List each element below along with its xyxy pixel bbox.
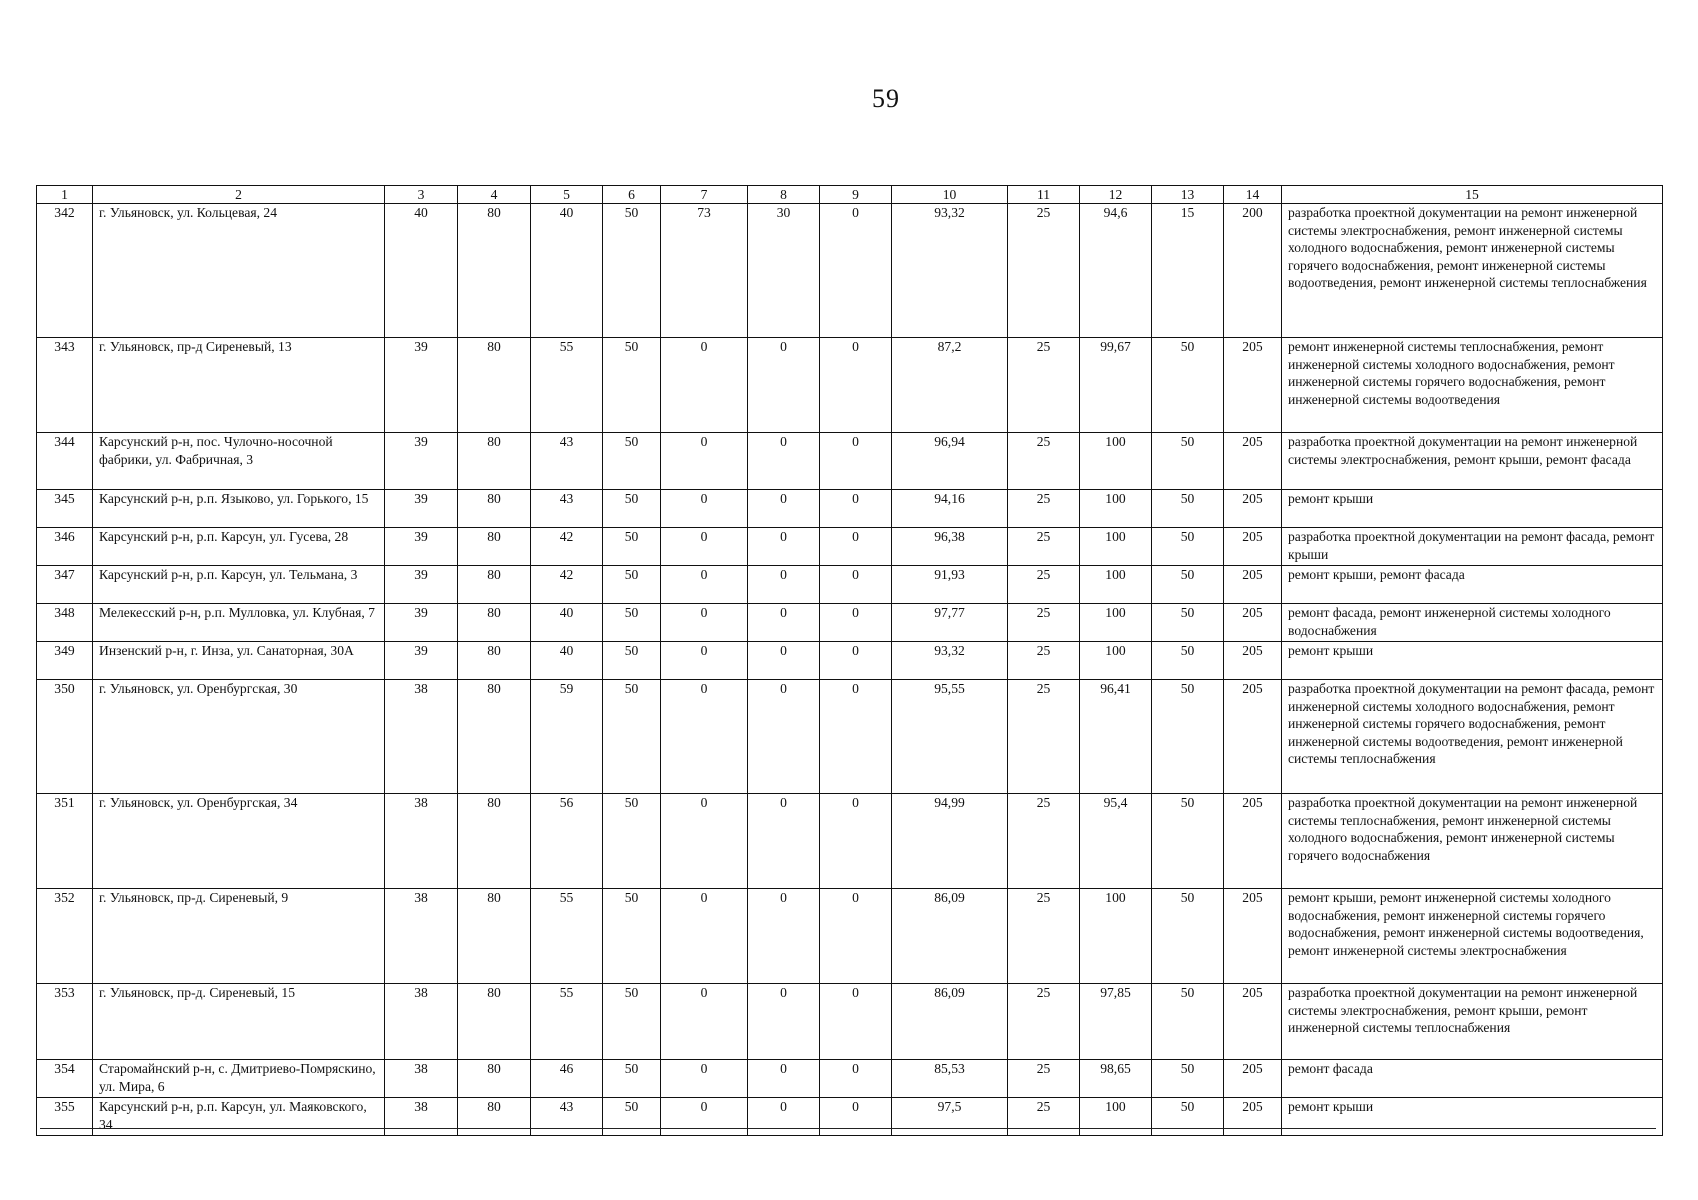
cell-value-14: 205: [1224, 984, 1282, 1060]
cell-value-7: 0: [661, 604, 748, 642]
cell-value-7: 0: [661, 1060, 748, 1098]
cell-value-9: 0: [820, 642, 892, 680]
cell-value-8: 0: [748, 1060, 820, 1098]
column-header-4: 4: [458, 186, 531, 204]
column-header-1: 1: [37, 186, 93, 204]
cell-value-5: 55: [531, 984, 603, 1060]
bottom-rule: [40, 1128, 1656, 1129]
cell-value-3: 39: [385, 642, 458, 680]
cell-value-6: 50: [603, 889, 661, 984]
cell-value-5: 42: [531, 566, 603, 604]
cell-value-4: 80: [458, 204, 531, 338]
cell-value-13: 50: [1152, 794, 1224, 889]
cell-value-5: 43: [531, 433, 603, 490]
cell-value-10: 91,93: [892, 566, 1008, 604]
cell-row-number: 354: [37, 1060, 93, 1098]
cell-value-12: 100: [1080, 490, 1152, 528]
cell-address: Карсунский р-н, р.п. Карсун, ул. Маяковского, 34: [93, 1098, 385, 1136]
cell-value-7: 0: [661, 338, 748, 433]
cell-value-7: 0: [661, 642, 748, 680]
column-header-6: 6: [603, 186, 661, 204]
repair-registry-table: [36, 185, 1663, 1136]
cell-work-types: ремонт фасада, ремонт инженерной системы холодного водоснабжения: [1282, 604, 1663, 642]
table-row: [37, 566, 1663, 604]
cell-address: Старомайнский р-н, с. Дмитриево-Помряскино, ул. Мира, 6: [93, 1060, 385, 1098]
cell-row-number: 344: [37, 433, 93, 490]
table-row: [37, 794, 1663, 889]
cell-value-4: 80: [458, 680, 531, 794]
cell-value-11: 25: [1008, 204, 1080, 338]
cell-value-5: 55: [531, 889, 603, 984]
table-row: [37, 604, 1663, 642]
cell-value-3: 39: [385, 566, 458, 604]
cell-value-8: 0: [748, 604, 820, 642]
cell-value-6: 50: [603, 338, 661, 433]
cell-row-number: 348: [37, 604, 93, 642]
cell-value-4: 80: [458, 889, 531, 984]
cell-value-4: 80: [458, 794, 531, 889]
cell-value-11: 25: [1008, 984, 1080, 1060]
cell-value-8: 30: [748, 204, 820, 338]
cell-value-14: 205: [1224, 566, 1282, 604]
cell-value-9: 0: [820, 566, 892, 604]
cell-value-4: 80: [458, 433, 531, 490]
column-header-13: 13: [1152, 186, 1224, 204]
cell-value-14: 205: [1224, 604, 1282, 642]
cell-work-types: ремонт инженерной системы теплоснабжения, ремонт инженерной системы холодного водоснабжения, ремонт инженерной системы горячего водоснабжения, ремонт инженерной системы водоотведения: [1282, 338, 1663, 433]
cell-value-10: 93,32: [892, 204, 1008, 338]
cell-value-5: 59: [531, 680, 603, 794]
cell-address: г. Ульяновск, ул. Кольцевая, 24: [93, 204, 385, 338]
cell-value-10: 94,16: [892, 490, 1008, 528]
cell-value-7: 0: [661, 680, 748, 794]
cell-value-11: 25: [1008, 889, 1080, 984]
cell-value-8: 0: [748, 794, 820, 889]
cell-value-13: 50: [1152, 338, 1224, 433]
cell-value-14: 205: [1224, 528, 1282, 566]
cell-value-9: 0: [820, 889, 892, 984]
cell-value-11: 25: [1008, 490, 1080, 528]
header-row: [37, 186, 1663, 204]
cell-value-13: 50: [1152, 566, 1224, 604]
cell-value-14: 205: [1224, 642, 1282, 680]
table-body: [37, 204, 1663, 1136]
cell-value-7: 0: [661, 433, 748, 490]
cell-value-10: 96,38: [892, 528, 1008, 566]
cell-address: Инзенский р-н, г. Инза, ул. Санаторная, 30А: [93, 642, 385, 680]
column-header-15: 15: [1282, 186, 1663, 204]
cell-value-9: 0: [820, 338, 892, 433]
cell-value-12: 100: [1080, 889, 1152, 984]
cell-value-9: 0: [820, 433, 892, 490]
cell-value-11: 25: [1008, 1060, 1080, 1098]
cell-value-10: 97,77: [892, 604, 1008, 642]
cell-value-12: 97,85: [1080, 984, 1152, 1060]
column-header-5: 5: [531, 186, 603, 204]
cell-row-number: 350: [37, 680, 93, 794]
cell-value-9: 0: [820, 794, 892, 889]
cell-value-6: 50: [603, 794, 661, 889]
cell-value-5: 46: [531, 1060, 603, 1098]
column-number-header: [37, 186, 1663, 204]
cell-work-types: разработка проектной документации на ремонт инженерной системы электроснабжения, ремонт крыши, ремонт фасада: [1282, 433, 1663, 490]
cell-value-12: 99,67: [1080, 338, 1152, 433]
cell-value-12: 95,4: [1080, 794, 1152, 889]
cell-value-4: 80: [458, 604, 531, 642]
cell-row-number: 351: [37, 794, 93, 889]
cell-value-8: 0: [748, 1098, 820, 1136]
cell-value-14: 205: [1224, 794, 1282, 889]
cell-value-7: 0: [661, 1098, 748, 1136]
cell-value-11: 25: [1008, 528, 1080, 566]
cell-work-types: ремонт фасада: [1282, 1060, 1663, 1098]
cell-value-10: 86,09: [892, 984, 1008, 1060]
cell-value-13: 50: [1152, 889, 1224, 984]
cell-value-5: 43: [531, 1098, 603, 1136]
table-row: [37, 1098, 1663, 1136]
cell-value-3: 39: [385, 433, 458, 490]
cell-work-types: ремонт крыши, ремонт фасада: [1282, 566, 1663, 604]
cell-value-14: 205: [1224, 490, 1282, 528]
cell-value-11: 25: [1008, 794, 1080, 889]
cell-value-6: 50: [603, 1098, 661, 1136]
cell-value-8: 0: [748, 984, 820, 1060]
cell-value-12: 94,6: [1080, 204, 1152, 338]
cell-value-6: 50: [603, 528, 661, 566]
cell-value-6: 50: [603, 604, 661, 642]
cell-value-3: 38: [385, 1098, 458, 1136]
cell-value-6: 50: [603, 1060, 661, 1098]
cell-value-14: 205: [1224, 1098, 1282, 1136]
cell-value-12: 96,41: [1080, 680, 1152, 794]
cell-value-14: 200: [1224, 204, 1282, 338]
cell-value-3: 38: [385, 1060, 458, 1098]
cell-value-12: 100: [1080, 604, 1152, 642]
cell-value-7: 0: [661, 889, 748, 984]
cell-value-10: 95,55: [892, 680, 1008, 794]
cell-value-12: 100: [1080, 642, 1152, 680]
cell-value-12: 98,65: [1080, 1060, 1152, 1098]
cell-value-7: 0: [661, 794, 748, 889]
cell-value-6: 50: [603, 566, 661, 604]
cell-value-8: 0: [748, 642, 820, 680]
column-header-12: 12: [1080, 186, 1152, 204]
cell-value-5: 40: [531, 204, 603, 338]
cell-work-types: разработка проектной документации на ремонт инженерной системы электроснабжения, ремонт крыши, ремонт инженерной системы теплоснабжения: [1282, 984, 1663, 1060]
table-row: [37, 889, 1663, 984]
cell-value-9: 0: [820, 1098, 892, 1136]
cell-row-number: 347: [37, 566, 93, 604]
column-header-2: 2: [93, 186, 385, 204]
column-header-7: 7: [661, 186, 748, 204]
cell-work-types: ремонт крыши: [1282, 642, 1663, 680]
cell-value-12: 100: [1080, 433, 1152, 490]
cell-value-4: 80: [458, 338, 531, 433]
cell-address: Мелекесский р-н, р.п. Мулловка, ул. Клубная, 7: [93, 604, 385, 642]
cell-value-13: 50: [1152, 433, 1224, 490]
cell-address: Карсунский р-н, р.п. Карсун, ул. Гусева, 28: [93, 528, 385, 566]
cell-value-4: 80: [458, 1098, 531, 1136]
cell-value-12: 100: [1080, 528, 1152, 566]
cell-value-8: 0: [748, 338, 820, 433]
cell-address: Карсунский р-н, р.п. Карсун, ул. Тельмана, 3: [93, 566, 385, 604]
cell-value-8: 0: [748, 680, 820, 794]
cell-value-10: 87,2: [892, 338, 1008, 433]
cell-row-number: 342: [37, 204, 93, 338]
cell-address: г. Ульяновск, пр-д. Сиреневый, 15: [93, 984, 385, 1060]
table-row: [37, 433, 1663, 490]
table-row: [37, 680, 1663, 794]
cell-value-14: 205: [1224, 338, 1282, 433]
cell-address: г. Ульяновск, ул. Оренбургская, 34: [93, 794, 385, 889]
cell-value-11: 25: [1008, 642, 1080, 680]
cell-value-14: 205: [1224, 1060, 1282, 1098]
cell-work-types: ремонт крыши: [1282, 490, 1663, 528]
cell-value-3: 40: [385, 204, 458, 338]
cell-row-number: 345: [37, 490, 93, 528]
cell-value-4: 80: [458, 566, 531, 604]
cell-value-3: 38: [385, 984, 458, 1060]
cell-value-13: 50: [1152, 1060, 1224, 1098]
table-row: [37, 528, 1663, 566]
cell-value-6: 50: [603, 490, 661, 528]
cell-address: Карсунский р-н, р.п. Языково, ул. Горького, 15: [93, 490, 385, 528]
cell-value-3: 38: [385, 794, 458, 889]
cell-value-9: 0: [820, 984, 892, 1060]
cell-value-5: 56: [531, 794, 603, 889]
cell-value-13: 50: [1152, 604, 1224, 642]
cell-value-3: 39: [385, 338, 458, 433]
cell-value-11: 25: [1008, 1098, 1080, 1136]
cell-row-number: 346: [37, 528, 93, 566]
cell-value-14: 205: [1224, 680, 1282, 794]
column-header-3: 3: [385, 186, 458, 204]
cell-row-number: 343: [37, 338, 93, 433]
cell-value-4: 80: [458, 642, 531, 680]
cell-work-types: разработка проектной документации на ремонт инженерной системы теплоснабжения, ремонт инженерной системы холодного водоснабжения, ремонт инженерной системы горячего водоснабжения: [1282, 794, 1663, 889]
column-header-8: 8: [748, 186, 820, 204]
cell-value-11: 25: [1008, 338, 1080, 433]
cell-address: Карсунский р-н, пос. Чулочно-носочной фабрики, ул. Фабричная, 3: [93, 433, 385, 490]
cell-value-6: 50: [603, 680, 661, 794]
cell-address: г. Ульяновск, пр-д. Сиреневый, 9: [93, 889, 385, 984]
cell-value-9: 0: [820, 528, 892, 566]
column-header-9: 9: [820, 186, 892, 204]
cell-value-9: 0: [820, 204, 892, 338]
cell-value-10: 85,53: [892, 1060, 1008, 1098]
cell-value-8: 0: [748, 889, 820, 984]
cell-value-9: 0: [820, 604, 892, 642]
cell-value-10: 93,32: [892, 642, 1008, 680]
column-header-10: 10: [892, 186, 1008, 204]
cell-value-6: 50: [603, 204, 661, 338]
cell-work-types: ремонт крыши: [1282, 1098, 1663, 1136]
cell-value-11: 25: [1008, 680, 1080, 794]
cell-value-7: 0: [661, 490, 748, 528]
table-row: [37, 984, 1663, 1060]
cell-row-number: 353: [37, 984, 93, 1060]
cell-value-8: 0: [748, 528, 820, 566]
cell-value-9: 0: [820, 1060, 892, 1098]
cell-value-3: 38: [385, 680, 458, 794]
cell-value-10: 96,94: [892, 433, 1008, 490]
cell-value-4: 80: [458, 528, 531, 566]
cell-value-12: 100: [1080, 1098, 1152, 1136]
cell-address: г. Ульяновск, ул. Оренбургская, 30: [93, 680, 385, 794]
table-row: [37, 338, 1663, 433]
cell-value-5: 43: [531, 490, 603, 528]
cell-value-5: 40: [531, 604, 603, 642]
column-header-11: 11: [1008, 186, 1080, 204]
cell-value-13: 50: [1152, 528, 1224, 566]
cell-value-10: 86,09: [892, 889, 1008, 984]
cell-row-number: 352: [37, 889, 93, 984]
cell-value-12: 100: [1080, 566, 1152, 604]
cell-value-7: 73: [661, 204, 748, 338]
cell-value-6: 50: [603, 433, 661, 490]
cell-work-types: разработка проектной документации на ремонт инженерной системы электроснабжения, ремонт инженерной системы холодного водоснабжения, ремонт инженерной системы горячего водоснабжения, ремонт инженерной системы водоотведения, ремонт инженерной системы теплоснабжения: [1282, 204, 1663, 338]
cell-value-11: 25: [1008, 566, 1080, 604]
cell-value-3: 38: [385, 889, 458, 984]
cell-value-3: 39: [385, 490, 458, 528]
cell-value-8: 0: [748, 433, 820, 490]
table-row: [37, 490, 1663, 528]
cell-value-8: 0: [748, 566, 820, 604]
cell-value-6: 50: [603, 984, 661, 1060]
table-row: [37, 1060, 1663, 1098]
cell-value-6: 50: [603, 642, 661, 680]
page-number: 59: [872, 84, 900, 113]
cell-value-9: 0: [820, 490, 892, 528]
cell-value-13: 50: [1152, 1098, 1224, 1136]
cell-value-13: 50: [1152, 984, 1224, 1060]
cell-work-types: разработка проектной документации на ремонт фасада, ремонт инженерной системы холодного водоснабжения, ремонт инженерной системы горячего водоснабжения, ремонт инженерной системы водоотведения, ремонт инженерной системы теплоснабжения: [1282, 680, 1663, 794]
cell-value-13: 50: [1152, 642, 1224, 680]
cell-value-10: 97,5: [892, 1098, 1008, 1136]
table-row: [37, 204, 1663, 338]
cell-value-7: 0: [661, 566, 748, 604]
cell-value-5: 55: [531, 338, 603, 433]
cell-value-9: 0: [820, 680, 892, 794]
cell-value-3: 39: [385, 528, 458, 566]
cell-value-7: 0: [661, 984, 748, 1060]
column-header-14: 14: [1224, 186, 1282, 204]
cell-row-number: 349: [37, 642, 93, 680]
cell-work-types: разработка проектной документации на ремонт фасада, ремонт крыши: [1282, 528, 1663, 566]
cell-value-4: 80: [458, 1060, 531, 1098]
cell-value-4: 80: [458, 490, 531, 528]
cell-value-11: 25: [1008, 433, 1080, 490]
table-row: [37, 642, 1663, 680]
cell-value-14: 205: [1224, 433, 1282, 490]
cell-value-13: 50: [1152, 490, 1224, 528]
cell-row-number: 355: [37, 1098, 93, 1136]
cell-value-10: 94,99: [892, 794, 1008, 889]
cell-value-5: 40: [531, 642, 603, 680]
cell-value-8: 0: [748, 490, 820, 528]
cell-value-5: 42: [531, 528, 603, 566]
cell-address: г. Ульяновск, пр-д Сиреневый, 13: [93, 338, 385, 433]
cell-value-4: 80: [458, 984, 531, 1060]
cell-value-13: 15: [1152, 204, 1224, 338]
cell-value-14: 205: [1224, 889, 1282, 984]
cell-value-3: 39: [385, 604, 458, 642]
cell-value-7: 0: [661, 528, 748, 566]
cell-value-11: 25: [1008, 604, 1080, 642]
cell-value-13: 50: [1152, 680, 1224, 794]
cell-work-types: ремонт крыши, ремонт инженерной системы холодного водоснабжения, ремонт инженерной системы горячего водоснабжения, ремонт инженерной системы водоотведения, ремонт инженерной системы электроснабжения: [1282, 889, 1663, 984]
